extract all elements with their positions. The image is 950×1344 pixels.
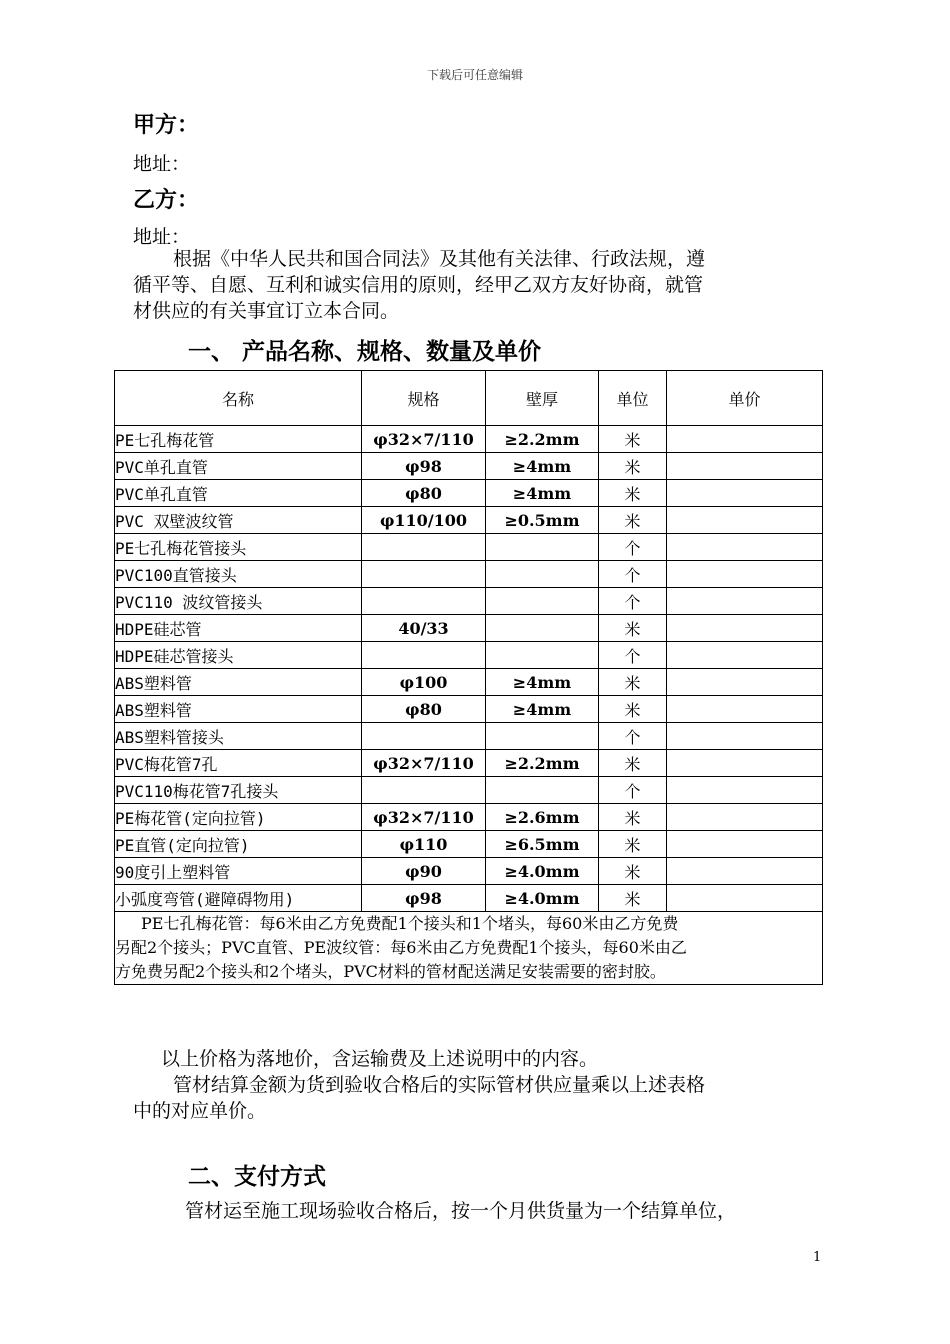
cell-wall: ≥4mm xyxy=(486,669,599,696)
intro-line-2: 循平等、自愿、互利和诚实信用的原则，经甲乙双方友好协商，就管 xyxy=(133,274,704,296)
cell-spec xyxy=(362,588,486,615)
cell-unit: 米 xyxy=(599,480,667,507)
cell-unit: 个 xyxy=(599,642,667,669)
cell-spec xyxy=(362,723,486,750)
cell-wall xyxy=(486,588,599,615)
table-row xyxy=(115,777,823,804)
table-row xyxy=(115,453,823,480)
cell-price xyxy=(667,507,823,534)
party-b-label: 乙方： xyxy=(133,188,200,213)
table-row xyxy=(115,750,823,777)
cell-unit: 个 xyxy=(599,723,667,750)
cell-name: PE直管(定向拉管) xyxy=(115,831,362,858)
party-b-address-label: 地址： xyxy=(133,226,191,248)
cell-spec: φ32×7/110 xyxy=(362,426,486,453)
cell-name: PVC单孔直管 xyxy=(115,453,362,480)
cell-price xyxy=(667,642,823,669)
note-line-1: PE七孔梅花管：每6米由乙方免费配1个接头和1个堵头，每60米由乙方免费 xyxy=(141,914,679,933)
cell-spec xyxy=(362,534,486,561)
cell-wall: ≥4mm xyxy=(486,480,599,507)
cell-unit: 米 xyxy=(599,426,667,453)
cell-name: HDPE硅芯管 xyxy=(115,615,362,642)
cell-spec: φ98 xyxy=(362,885,486,912)
cell-unit: 米 xyxy=(599,507,667,534)
cell-name: PE七孔梅花管接头 xyxy=(115,534,362,561)
cell-wall: ≥4.0mm xyxy=(486,858,599,885)
after-table-line-1: 以上价格为落地价，含运输费及上述说明中的内容。 xyxy=(161,1048,599,1070)
cell-spec xyxy=(362,777,486,804)
cell-price xyxy=(667,426,823,453)
cell-price xyxy=(667,885,823,912)
cell-name: ABS塑料管 xyxy=(115,696,362,723)
cell-unit: 米 xyxy=(599,453,667,480)
cell-price xyxy=(667,453,823,480)
cell-wall: ≥2.2mm xyxy=(486,426,599,453)
cell-name: PVC110 波纹管接头 xyxy=(115,588,362,615)
cell-price xyxy=(667,588,823,615)
cell-price xyxy=(667,804,823,831)
cell-wall: ≥2.2mm xyxy=(486,750,599,777)
cell-price xyxy=(667,696,823,723)
cell-spec: φ80 xyxy=(362,696,486,723)
cell-unit: 米 xyxy=(599,615,667,642)
cell-wall: ≥2.6mm xyxy=(486,804,599,831)
cell-name: ABS塑料管 xyxy=(115,669,362,696)
cell-name: PVC梅花管7孔 xyxy=(115,750,362,777)
table-header-row xyxy=(115,371,823,426)
cell-spec xyxy=(362,642,486,669)
page-number: 1 xyxy=(813,1250,822,1265)
cell-spec: φ80 xyxy=(362,480,486,507)
cell-name: PVC单孔直管 xyxy=(115,480,362,507)
cell-name: PVC110梅花管7孔接头 xyxy=(115,777,362,804)
header-wall: 壁厚 xyxy=(486,371,599,426)
party-a-label: 甲方： xyxy=(133,113,200,138)
cell-unit: 米 xyxy=(599,858,667,885)
header-unit: 单位 xyxy=(599,371,667,426)
cell-price xyxy=(667,669,823,696)
cell-wall: ≥4mm xyxy=(486,696,599,723)
cell-name: 小弧度弯管(避障碍物用) xyxy=(115,885,362,912)
cell-name: PE梅花管(定向拉管) xyxy=(115,804,362,831)
after-table-line-2: 管材结算金额为货到验收合格后的实际管材供应量乘以上述表格 xyxy=(173,1074,706,1096)
cell-wall xyxy=(486,534,599,561)
cell-wall xyxy=(486,615,599,642)
cell-unit: 个 xyxy=(599,534,667,561)
cell-wall: ≥4mm xyxy=(486,453,599,480)
note-line-3: 方免费另配2个接头和2个堵头，PVC材料的管材配送满足安装需要的密封胶。 xyxy=(115,962,666,981)
product-table xyxy=(114,370,823,985)
payment-line: 管材运至施工现场验收合格后，按一个月供货量为一个结算单位， xyxy=(185,1200,737,1222)
cell-price xyxy=(667,858,823,885)
cell-unit: 米 xyxy=(599,885,667,912)
cell-wall: ≥0.5mm xyxy=(486,507,599,534)
section1-title: 一、 产品名称、规格、数量及单价 xyxy=(188,339,542,365)
cell-price xyxy=(667,831,823,858)
cell-price xyxy=(667,723,823,750)
party-a-address-label: 地址： xyxy=(133,153,191,175)
cell-name: 90度引上塑料管 xyxy=(115,858,362,885)
header-name: 名称 xyxy=(115,371,362,426)
table-row xyxy=(115,858,823,885)
cell-price xyxy=(667,561,823,588)
cell-spec: φ110 xyxy=(362,831,486,858)
cell-spec: φ90 xyxy=(362,858,486,885)
after-table-paragraph xyxy=(133,1046,823,1124)
cell-unit: 个 xyxy=(599,561,667,588)
cell-spec: 40/33 xyxy=(362,615,486,642)
cell-unit: 米 xyxy=(599,669,667,696)
cell-unit: 米 xyxy=(599,750,667,777)
cell-wall xyxy=(486,642,599,669)
note-line-2: 另配2个接头；PVC直管、PE波纹管：每6米由乙方免费配1个接头，每60米由乙 xyxy=(115,938,687,957)
cell-unit: 米 xyxy=(599,831,667,858)
cell-spec xyxy=(362,561,486,588)
table-row xyxy=(115,804,823,831)
cell-name: PVC 双壁波纹管 xyxy=(115,507,362,534)
table-row xyxy=(115,588,823,615)
table-row xyxy=(115,426,823,453)
cell-wall: ≥4.0mm xyxy=(486,885,599,912)
header-spec: 规格 xyxy=(362,371,486,426)
cell-name: ABS塑料管接头 xyxy=(115,723,362,750)
cell-wall xyxy=(486,723,599,750)
cell-spec: φ100 xyxy=(362,669,486,696)
cell-unit: 个 xyxy=(599,777,667,804)
header-price: 单价 xyxy=(667,371,823,426)
cell-price xyxy=(667,777,823,804)
cell-spec: φ32×7/110 xyxy=(362,804,486,831)
table-row xyxy=(115,696,823,723)
after-table-line-3: 中的对应单价。 xyxy=(133,1100,267,1122)
cell-spec: φ110/100 xyxy=(362,507,486,534)
cell-name: PE七孔梅花管 xyxy=(115,426,362,453)
table-row xyxy=(115,885,823,912)
table-row xyxy=(115,669,823,696)
cell-wall xyxy=(486,561,599,588)
cell-wall: ≥6.5mm xyxy=(486,831,599,858)
cell-price xyxy=(667,480,823,507)
cell-price xyxy=(667,615,823,642)
cell-spec: φ32×7/110 xyxy=(362,750,486,777)
cell-price xyxy=(667,534,823,561)
intro-paragraph xyxy=(133,246,823,324)
cell-unit: 米 xyxy=(599,804,667,831)
cell-name: PVC100直管接头 xyxy=(115,561,362,588)
cell-unit: 个 xyxy=(599,588,667,615)
table-note-row xyxy=(115,912,823,985)
table-row xyxy=(115,534,823,561)
table-row xyxy=(115,615,823,642)
table-row xyxy=(115,831,823,858)
intro-line-1: 根据《中华人民共和国合同法》及其他有关法律、行政法规，遵 xyxy=(173,248,706,270)
cell-wall xyxy=(486,777,599,804)
table-row xyxy=(115,561,823,588)
cell-unit: 米 xyxy=(599,696,667,723)
table-row xyxy=(115,480,823,507)
table-row xyxy=(115,723,823,750)
section2-title: 二、支付方式 xyxy=(188,1164,326,1190)
intro-line-3: 材供应的有关事宜订立本合同。 xyxy=(133,300,400,322)
table-row xyxy=(115,507,823,534)
cell-spec: φ98 xyxy=(362,453,486,480)
cell-name: HDPE硅芯管接头 xyxy=(115,642,362,669)
table-row xyxy=(115,642,823,669)
table-note xyxy=(115,912,823,985)
cell-price xyxy=(667,750,823,777)
header-note: 下载后可任意编辑 xyxy=(426,68,523,82)
